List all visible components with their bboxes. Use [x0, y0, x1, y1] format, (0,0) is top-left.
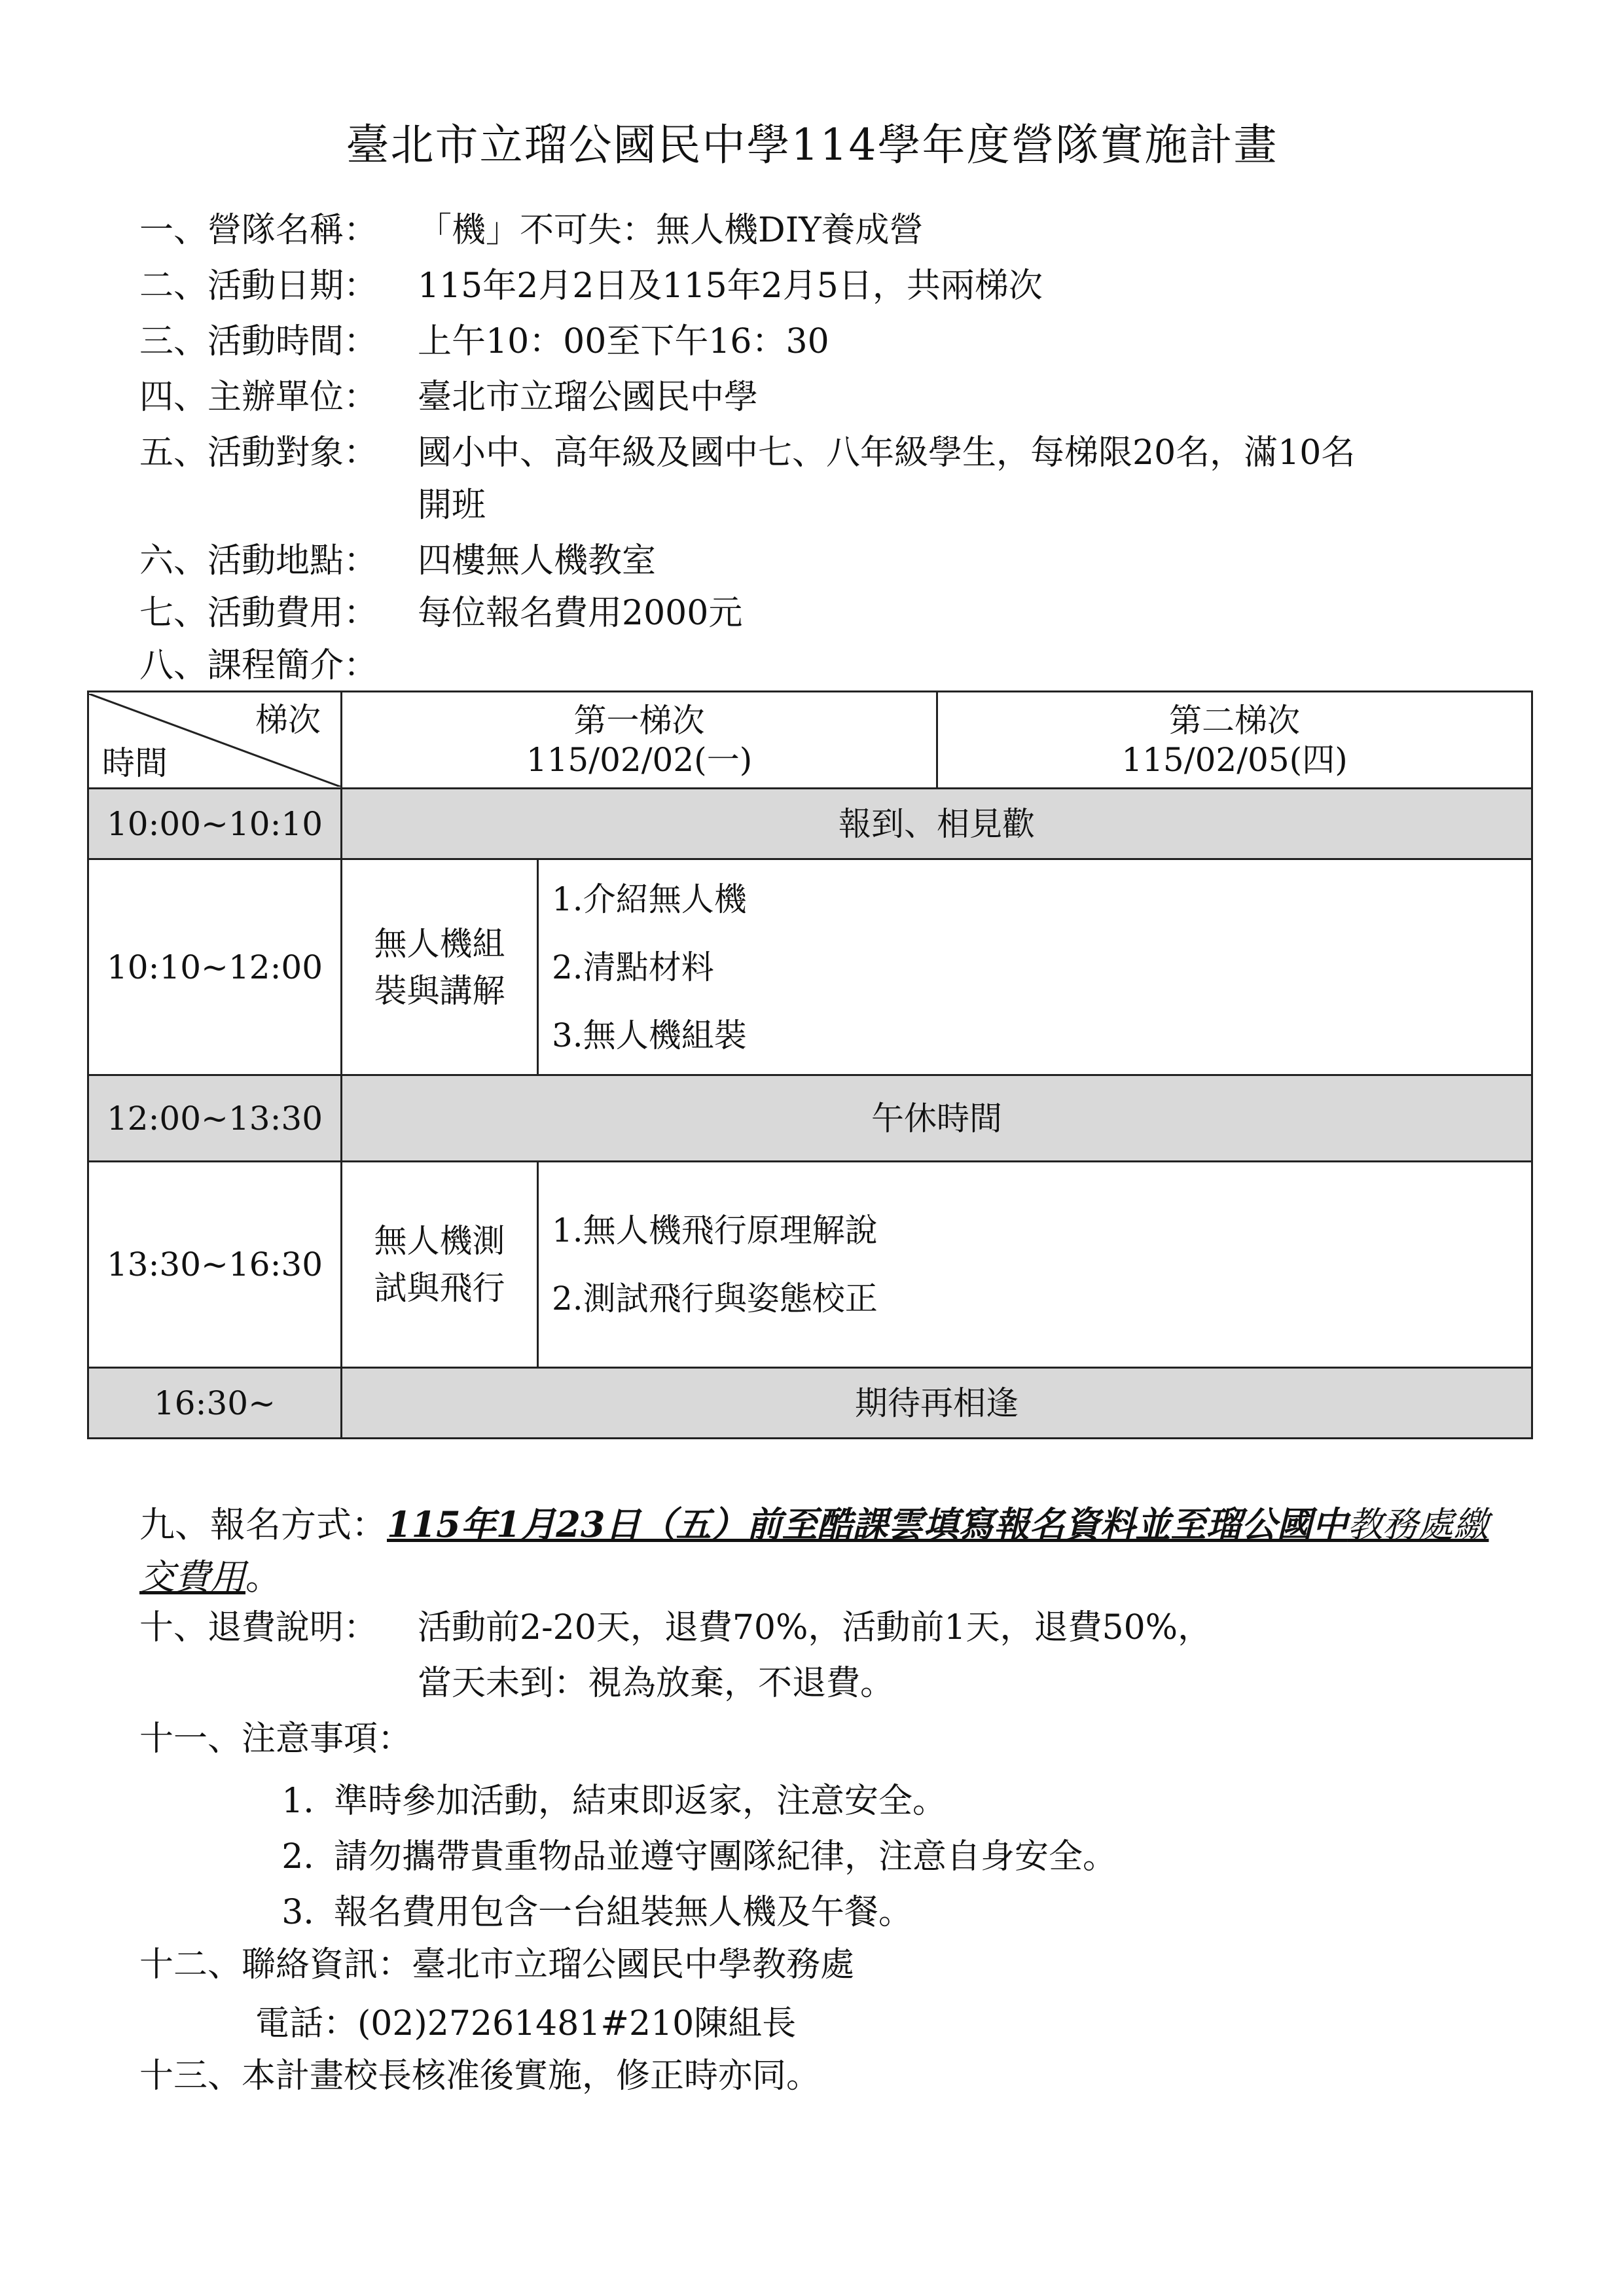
- item-location: [139, 540, 656, 582]
- item-value: 上午10：00至下午16：30: [418, 322, 829, 361]
- list-item: 3.無人機組裝: [552, 1016, 747, 1054]
- list-item: 1.無人機飛行原理解說: [552, 1211, 878, 1249]
- time-cell: 10:10~12:00: [88, 859, 342, 1075]
- note-item: [262, 1836, 1117, 1878]
- table-row: [88, 1368, 1532, 1439]
- topic-line: 試與飛行: [374, 1269, 505, 1307]
- table-row: [88, 1162, 1532, 1368]
- table-row: [88, 859, 1532, 1075]
- item-label: 四、主辦單位：: [139, 378, 378, 417]
- table-row: [88, 1075, 1532, 1162]
- corner-bottom-label: 時間: [102, 744, 168, 782]
- contact-value: 臺北市立瑠公國民中學教務處: [412, 1945, 855, 1984]
- schedule-table: [87, 691, 1533, 1439]
- note-number: 3.: [281, 1893, 314, 1932]
- item-label: 七、活動費用：: [139, 594, 378, 633]
- topic-cell: [342, 1162, 538, 1368]
- topic-cell: [342, 859, 538, 1075]
- content-cell: 期待再相逢: [342, 1368, 1532, 1439]
- table-row: [88, 789, 1532, 859]
- session1-header: [342, 692, 937, 789]
- session2-date: 115/02/05(四): [1121, 740, 1348, 779]
- refund-line2: 當天未到：視為放棄，不退費。: [418, 1664, 895, 1703]
- list-item: 1.介紹無人機: [552, 880, 747, 918]
- note-item: [262, 1892, 912, 1933]
- time-cell: 10:00~10:10: [88, 789, 342, 859]
- item-label: 二、活動日期：: [139, 266, 378, 306]
- session2-header: [937, 692, 1532, 789]
- item-target: [139, 432, 1355, 474]
- note-item: [262, 1780, 947, 1822]
- registration-label: 九、報名方式：: [139, 1504, 387, 1545]
- registration-end: 。: [245, 1556, 281, 1598]
- item-label: 三、活動時間：: [139, 322, 378, 361]
- table-header-row: [88, 692, 1532, 789]
- session1-date: 115/02/02(一): [526, 740, 753, 779]
- item-date: [139, 265, 1043, 307]
- content-cell: 午休時間: [342, 1075, 1532, 1162]
- item-value: 「機」不可失：無人機DIY養成營: [418, 211, 924, 250]
- note-text: 準時參加活動，結束即返家，注意安全。: [334, 1782, 947, 1821]
- note-number: 1.: [281, 1782, 314, 1821]
- item-label: 五、活動對象：: [139, 433, 378, 473]
- note-text: 請勿攜帶貴重物品並遵守團隊紀律，注意自身安全。: [334, 1837, 1117, 1876]
- time-cell: 13:30~16:30: [88, 1162, 342, 1368]
- item-value: 115年2月2日及115年2月5日，共兩梯次: [418, 266, 1043, 306]
- item-camp-name: [139, 209, 924, 251]
- page-title: 臺北市立瑠公國民中學114學年度營隊實施計畫: [346, 120, 1278, 170]
- registration-office: 教務處繳交費用: [139, 1504, 1489, 1598]
- topic-line: 無人機組: [374, 924, 505, 963]
- topic-line: 裝與講解: [374, 971, 505, 1010]
- item-label: 六、活動地點：: [139, 541, 378, 581]
- contact-phone: 電話：(02)27261481#210陳組長: [255, 2004, 797, 2043]
- session2-name: 第二梯次: [1169, 701, 1301, 740]
- closing-statement: 十三、本計畫校長核准後實施，修正時亦同。: [139, 2056, 821, 2096]
- list-item: 2.清點材料: [552, 948, 714, 986]
- item-organizer: [139, 376, 758, 418]
- item-value: 每位報名費用2000元: [418, 594, 743, 633]
- item-label: 八、課程簡介：: [139, 646, 378, 685]
- content-cell: 報到、相見歡: [342, 789, 1532, 859]
- registration-section: [139, 1498, 1501, 1604]
- registration-deadline: 115年1月23日（五）前至酷課雲填寫報名資料並至瑠公國中: [387, 1503, 1348, 1545]
- time-cell: 12:00~13:30: [88, 1075, 342, 1162]
- refund-section: [139, 1607, 1212, 1649]
- item-label: 一、營隊名稱：: [139, 211, 378, 250]
- corner-cell: [88, 692, 342, 789]
- list-cell: [538, 1162, 1532, 1368]
- item-value: 臺北市立瑠公國民中學: [418, 378, 759, 417]
- contact-label: 十二、聯絡資訊：: [139, 1945, 412, 1984]
- refund-line1: 活動前2-20天，退費70%，活動前1天，退費50%，: [418, 1608, 1212, 1647]
- item-fee: [139, 592, 742, 634]
- item-target-continued: 開班: [418, 486, 486, 525]
- item-course-intro: [139, 645, 418, 687]
- list-item: 2.測試飛行與姿態校正: [552, 1280, 878, 1318]
- session1-name: 第一梯次: [573, 701, 705, 740]
- list-cell: [538, 859, 1532, 1075]
- topic-line: 無人機測: [374, 1222, 505, 1260]
- item-value: 國小中、高年級及國中七、八年級學生，每梯限20名，滿10名: [418, 433, 1356, 473]
- corner-top-label: 梯次: [255, 700, 321, 739]
- notes-label: 十一、注意事項：: [139, 1719, 412, 1759]
- note-text: 報名費用包含一台組裝無人機及午餐。: [334, 1893, 913, 1932]
- note-number: 2.: [281, 1837, 314, 1876]
- refund-label: 十、退費說明：: [139, 1608, 378, 1647]
- item-time: [139, 321, 829, 363]
- contact-section: [139, 1944, 854, 1986]
- item-value: 四樓無人機教室: [418, 541, 657, 581]
- time-cell: 16:30~: [88, 1368, 342, 1439]
